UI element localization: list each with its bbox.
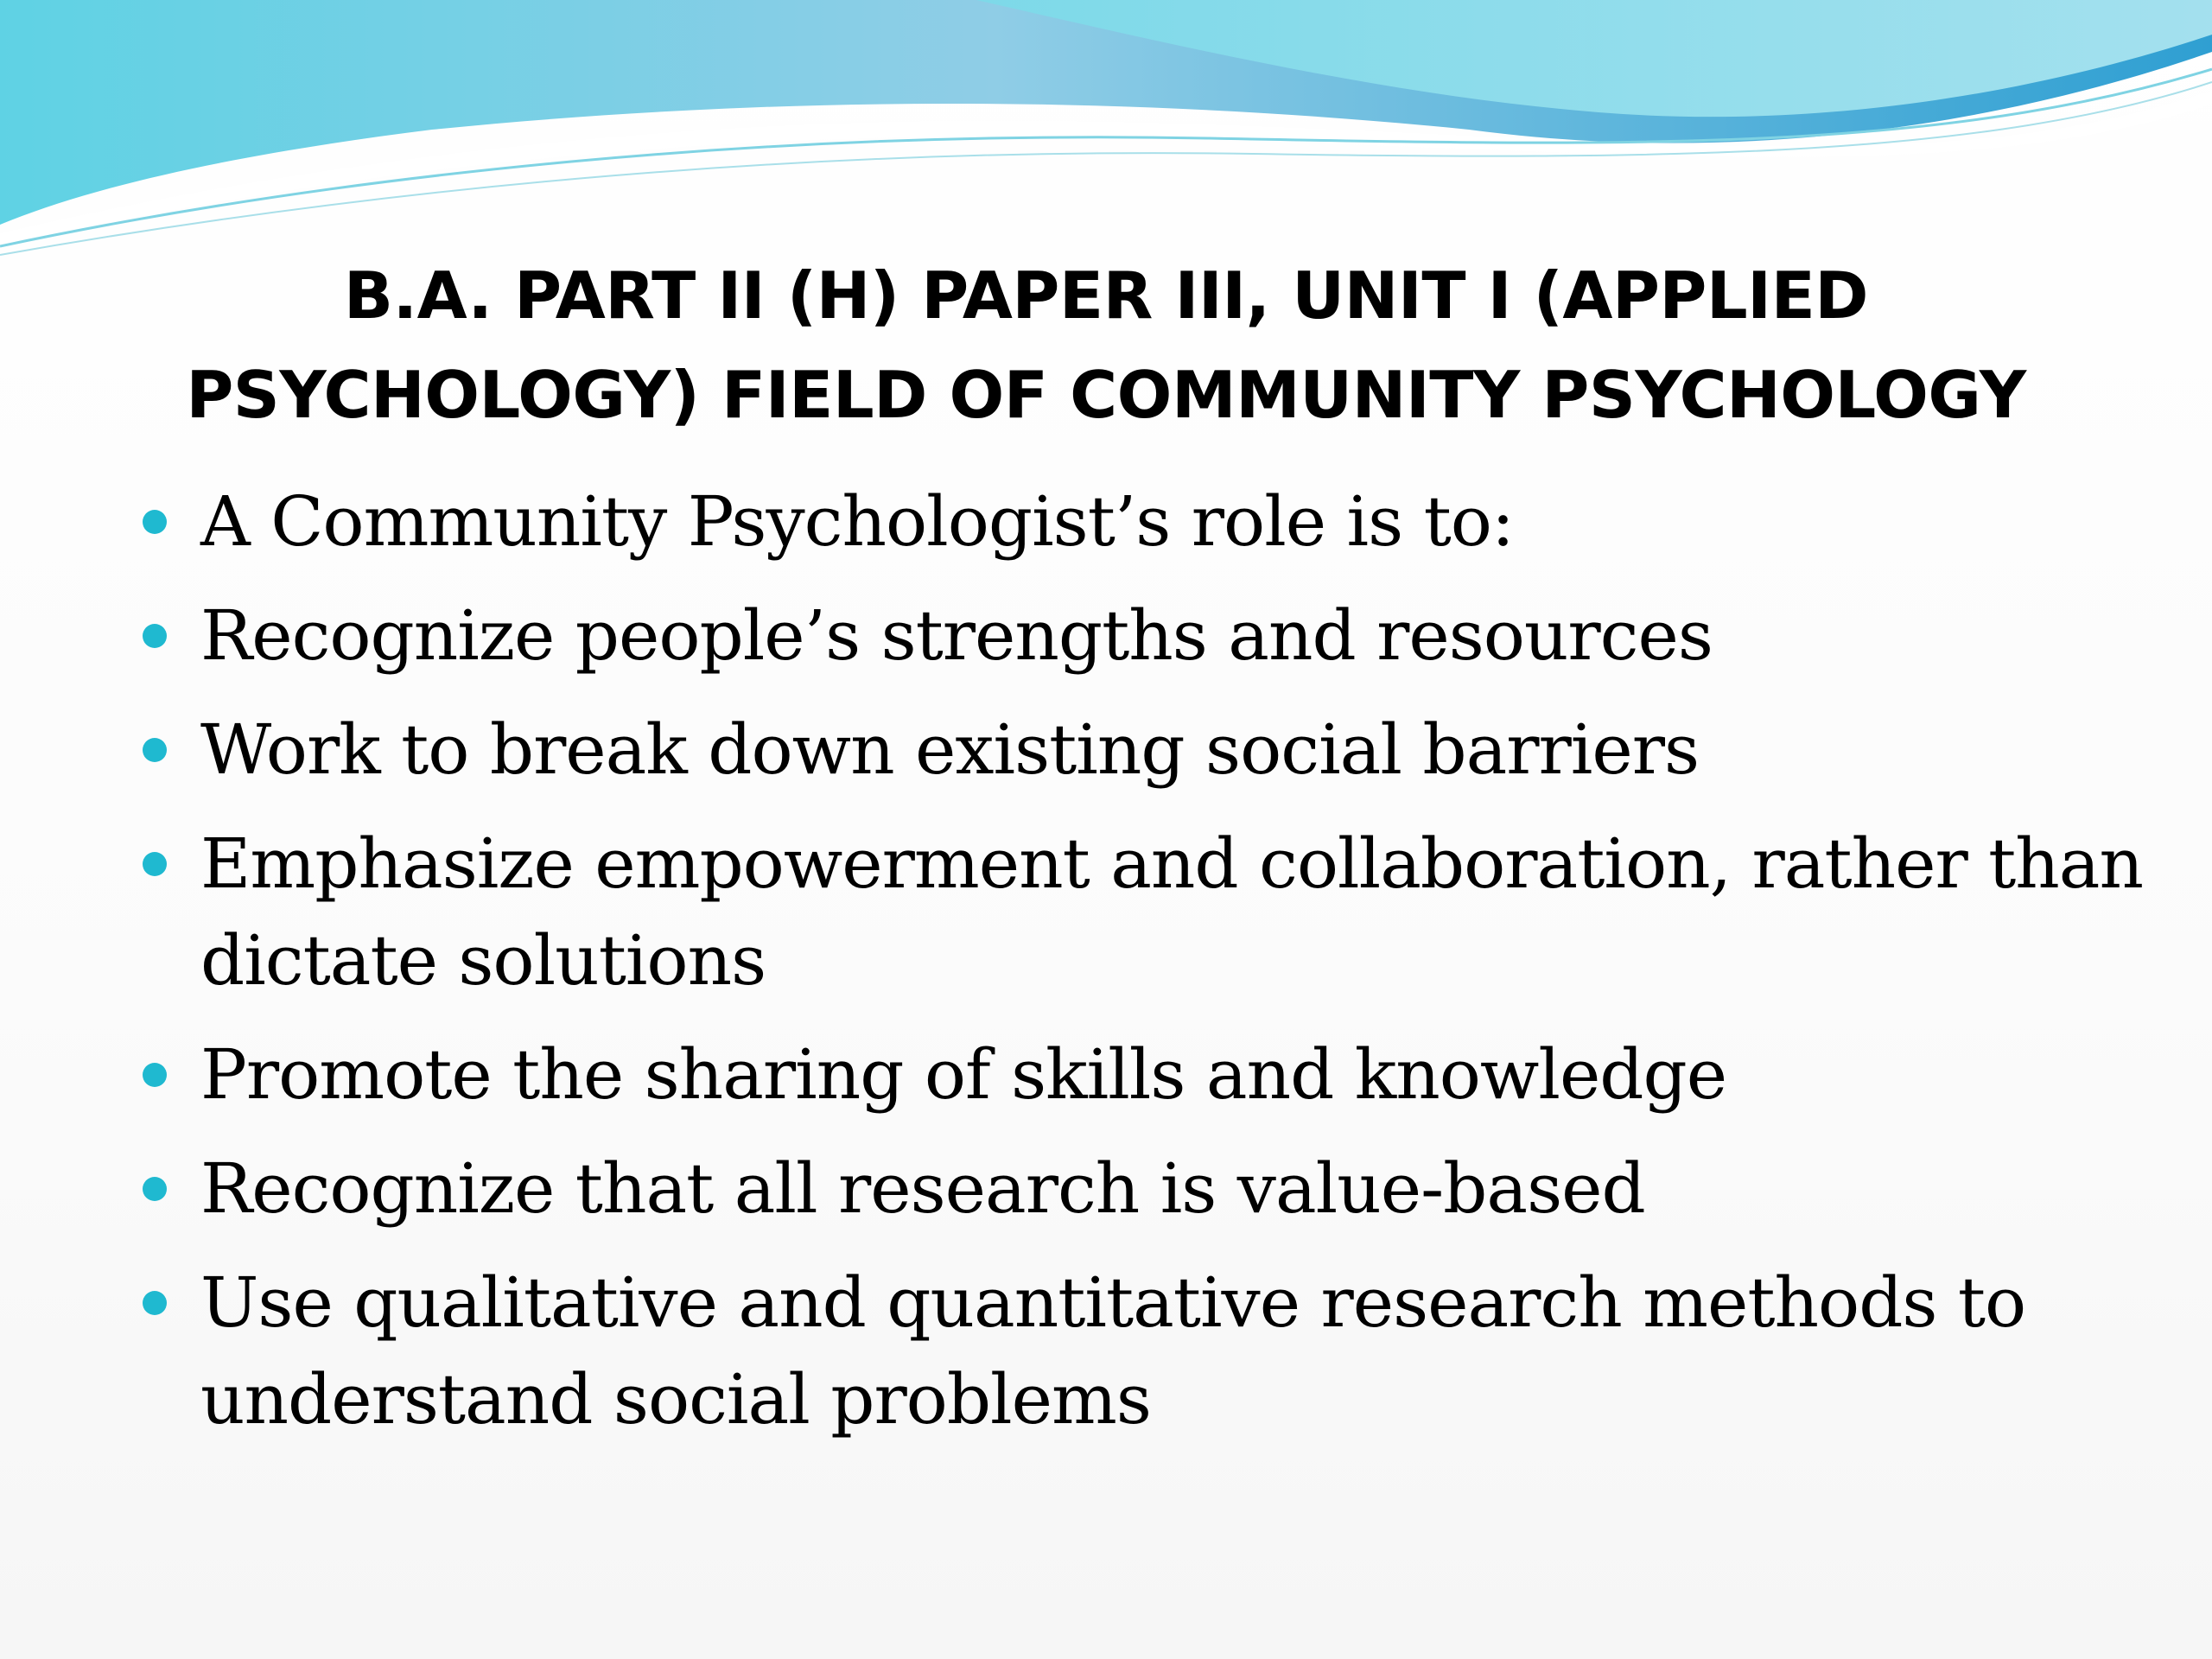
bullet-dot-icon xyxy=(143,1063,167,1087)
bullet-item xyxy=(138,474,2143,570)
slide-title: B.A. PART II (H) PAPER III, UNIT I (APPLIED PSYCHOLOGY) FIELD OF COMMUNITY PSYCHOLOGY xyxy=(186,257,2026,433)
bullet-dot-icon xyxy=(143,1291,167,1315)
bullet-dot-icon xyxy=(143,624,167,648)
bullet-item xyxy=(138,588,2143,684)
bullet-text: A Community Psychologist’s role is to: xyxy=(200,481,1514,562)
bullet-dot-icon xyxy=(143,1177,167,1201)
bullet-list xyxy=(138,474,2143,1465)
bullet-dot-icon xyxy=(143,852,167,876)
bullet-item xyxy=(138,702,2143,798)
bullet-text: Work to break down existing social barriers xyxy=(200,709,1699,790)
bullet-item xyxy=(138,1141,2143,1237)
bullet-text: Promote the sharing of skills and knowledge xyxy=(200,1034,1727,1115)
bullet-text: Recognize that all research is value-based xyxy=(200,1148,1645,1229)
bullet-text: Use qualitative and quantitative research methods to understand social problems xyxy=(200,1262,2026,1440)
header-wave-decoration xyxy=(0,0,2212,276)
bullet-item xyxy=(138,1255,2143,1448)
bullet-text: Recognize people’s strengths and resources xyxy=(200,595,1713,676)
bullet-item xyxy=(138,1027,2143,1123)
bullet-dot-icon xyxy=(143,738,167,762)
bullet-text: Emphasize empowerment and collaboration, rather than dictate solutions xyxy=(200,823,2143,1001)
bullet-dot-icon xyxy=(143,510,167,534)
bullet-item xyxy=(138,816,2143,1009)
